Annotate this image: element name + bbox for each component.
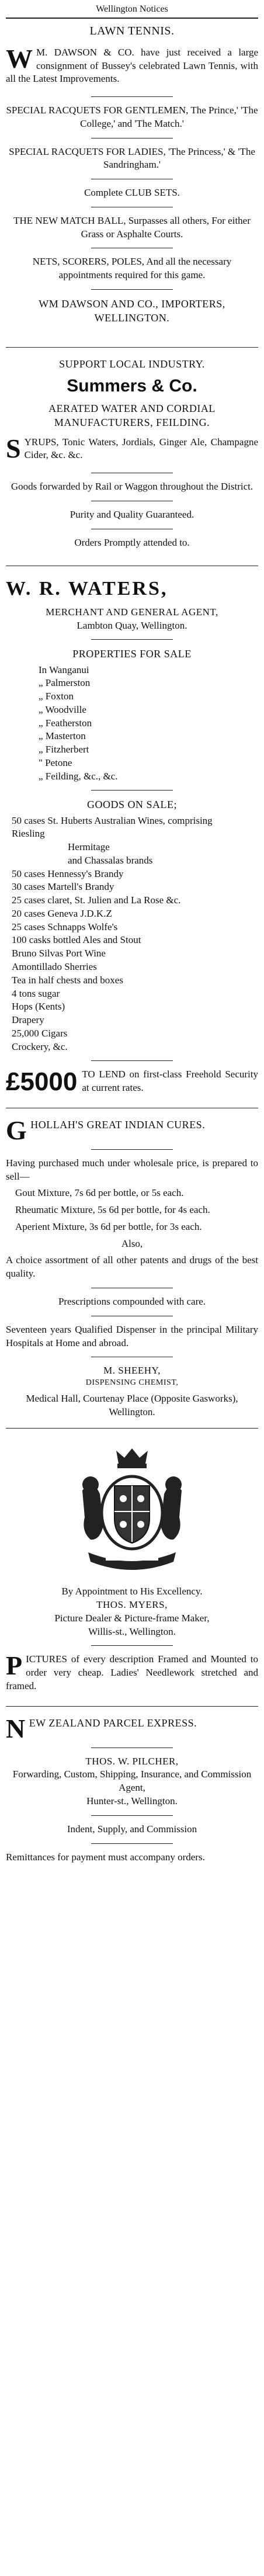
- summers-orders: Orders Promptly attended to.: [74, 536, 190, 548]
- loan-amount: £5000: [6, 1067, 78, 1097]
- pilcher-remittances: Remittances for payment must accompany orders.: [6, 1851, 205, 1863]
- goods-item: and Chassalas brands: [68, 854, 153, 866]
- section-divider: [6, 1428, 258, 1429]
- summers-products-text: YRUPS, Tonic Waters, Jordials, Ginger Ale, Champagne Cider, &c. &c.: [24, 436, 258, 461]
- property-item: „ Palmerston: [39, 677, 91, 689]
- divider: [91, 1645, 173, 1646]
- goods-item: Bruno Silvas Port Wine: [12, 948, 106, 959]
- property-item: „ Woodville: [39, 703, 86, 715]
- sheehy-hall: Medical Hall, Courtenay Place (Opposite Gasworks), Wellington.: [26, 1392, 238, 1417]
- waters-title: W. R. WATERS,: [6, 578, 168, 600]
- gentlemen-racquets: SPECIAL RACQUETS FOR GENTLEMEN, The Prince,' 'The College,' and 'The Match.': [6, 105, 258, 129]
- lawn-tennis-title: LAWN TENNIS.: [89, 25, 175, 37]
- myers-address: Willis-st., Wellington.: [88, 1625, 176, 1637]
- waters-role: MERCHANT AND GENERAL AGENT,: [46, 606, 218, 618]
- divider: [91, 96, 173, 97]
- property-item: In Wanganui: [39, 664, 89, 675]
- summers-trade: AERATED WATER AND CORDIAL MANUFACTURERS, FEILDING.: [48, 403, 216, 429]
- summers-purity: Purity and Quality Guaranteed.: [70, 508, 194, 520]
- property-item: „ Featherston: [39, 717, 92, 729]
- divider: [91, 289, 173, 290]
- nets-scorers-poles: NETS, SCORERS, POLES, And all the necessary appointments required for this game.: [32, 256, 232, 281]
- goods-item: 30 cases Martell's Brandy: [12, 881, 114, 893]
- page-title: Wellington Notices: [96, 4, 168, 14]
- club-sets: Complete CLUB SETS.: [84, 187, 180, 199]
- pilcher-indent: Indent, Supply, and Commission: [67, 1823, 197, 1835]
- support-local-heading: SUPPORT LOCAL INDUSTRY.: [59, 358, 205, 370]
- match-ball: THE NEW MATCH BALL, Surpasses all others, For either Grass or Asphalte Courts.: [13, 214, 251, 240]
- divider: [91, 1149, 173, 1150]
- gholla-title-block: [6, 1115, 258, 1145]
- properties-list: [6, 664, 258, 783]
- summers-firm: Summers & Co.: [67, 376, 197, 396]
- summers-ad: [6, 357, 258, 549]
- myers-pictures: [6, 1653, 258, 1693]
- loan-text: TO LEND on first-class Freehold Security at current rates.: [82, 1069, 258, 1094]
- property-item: „ Masterton: [39, 730, 86, 742]
- goods-item: 25,000 Cigars: [12, 1027, 68, 1039]
- myers-pictures-text: ICTURES of every description Framed and Mounted to order very cheap. Ladies' Needlework stretched and framed.: [6, 1653, 258, 1691]
- property-item: „ Fitzherbert: [39, 744, 89, 755]
- divider: [91, 1060, 173, 1061]
- goods-item: 25 cases claret, St. Julien and La Rose &c.: [12, 895, 181, 906]
- property-item: " Petone: [39, 757, 72, 768]
- drop-cap: S: [6, 433, 21, 463]
- drop-cap: P: [6, 1651, 23, 1681]
- gholla-item: Gout Mixture, 7s 6d per bottle, or 5s each.: [15, 1187, 184, 1199]
- goods-item: Hops (Kents): [12, 1001, 65, 1013]
- gholla-title: HOLLAH'S GREAT INDIAN CURES.: [30, 1118, 206, 1131]
- gholla-item: Aperient Mixture, 3s 6d per bottle, for 3s each.: [15, 1221, 202, 1232]
- goods-item: Amontillado Sherries: [12, 961, 97, 972]
- lawn-tennis-intro: [6, 43, 258, 86]
- properties-heading: PROPERTIES FOR SALE: [72, 648, 192, 660]
- top-divider: [6, 18, 258, 19]
- parcel-express-ad: [6, 1713, 258, 1864]
- gholla-also: Also,: [121, 1237, 143, 1249]
- goods-item: Crockery, &c.: [12, 1041, 68, 1052]
- lawn-tennis-intro-text: M. DAWSON & CO. have just received a large consignment of Bussey's celebrated Lawn Tennis, with all the Latest Improvements.: [6, 46, 258, 85]
- divider: [91, 790, 173, 791]
- goods-item: Hermitage: [68, 841, 110, 853]
- divider: [91, 1843, 173, 1844]
- parcel-title-block: [6, 1713, 258, 1743]
- royal-crest-icon: [71, 1438, 193, 1578]
- goods-heading: GOODS ON SALE;: [86, 799, 177, 811]
- lawn-tennis-ad: [6, 23, 258, 325]
- divider: [91, 639, 173, 640]
- goods-item: 100 casks bottled Ales and Stout: [12, 934, 141, 946]
- gholla-ad: [6, 1115, 258, 1419]
- section-divider: [6, 1706, 258, 1707]
- goods-item: 50 cases St. Huberts Australian Wines, comprising: [12, 814, 213, 826]
- pilcher-name: THOS. W. PILCHER,: [85, 1755, 179, 1767]
- gholla-experience: Seventeen years Qualified Dispenser in the principal Military Hospitals at Home and abroad.: [6, 1323, 258, 1348]
- goods-item: 25 cases Schnapps Wolfe's: [12, 921, 118, 932]
- goods-item: Drapery: [12, 1014, 44, 1026]
- myers-name: THOS. MYERS,: [96, 1599, 168, 1611]
- drop-cap: N: [6, 1713, 26, 1743]
- drop-cap: W: [6, 43, 33, 74]
- summers-forwarding: Goods forwarded by Rail or Waggon throughout the District.: [11, 481, 253, 493]
- goods-item: 4 tons sugar: [12, 987, 60, 999]
- gholla-prescriptions: Prescriptions compounded with care.: [58, 1295, 206, 1307]
- myers-appointment: By Appointment to His Excellency.: [61, 1586, 203, 1597]
- ladies-racquets: SPECIAL RACQUETS FOR LADIES, 'The Princess,' & 'The Sandringham.': [9, 145, 255, 171]
- myers-trade: Picture Dealer & Picture-frame Maker,: [54, 1612, 210, 1624]
- myers-ad: [6, 1438, 258, 1696]
- section-divider: [6, 347, 258, 348]
- property-item: „ Foxton: [39, 691, 74, 702]
- goods-item: 20 cases Geneva J.D.K.Z: [12, 907, 112, 919]
- goods-list: [12, 814, 258, 1054]
- goods-item: 50 cases Hennessy's Brandy: [12, 868, 124, 879]
- divider: [91, 1815, 173, 1816]
- sheehy-profession: DISPENSING CHEMIST,: [85, 1378, 179, 1388]
- sheehy-name: M. SHEEHY,: [103, 1365, 161, 1377]
- loan-notice: [6, 1068, 258, 1095]
- drop-cap: G: [6, 1115, 27, 1145]
- parcel-title: EW ZEALAND PARCEL EXPRESS.: [29, 1717, 197, 1729]
- gholla-choice: A choice assortment of all other patents and drugs of the best quality.: [6, 1254, 258, 1280]
- goods-item: Riesling: [12, 828, 45, 840]
- pilcher-address: Hunter-st., Wellington.: [86, 1795, 178, 1807]
- gholla-item: Rheumatic Mixture, 5s 6d per bottle, for 4s each.: [15, 1204, 210, 1216]
- waters-ad: [6, 575, 258, 1098]
- dawson-firm: WM DAWSON AND CO., IMPORTERS, WELLINGTON.: [39, 297, 225, 324]
- goods-item: Tea in half chests and boxes: [12, 974, 123, 986]
- pilcher-services: Forwarding, Custom, Shipping, Insurance, and Commission Agent,: [12, 1769, 252, 1794]
- waters-address: Lambton Quay, Wellington.: [77, 619, 187, 631]
- gholla-intro: Having purchased much under wholesale price, is prepared to sell—: [6, 1157, 258, 1182]
- summers-products: [6, 433, 258, 463]
- property-item: „ Feilding, &c., &c.: [39, 770, 118, 782]
